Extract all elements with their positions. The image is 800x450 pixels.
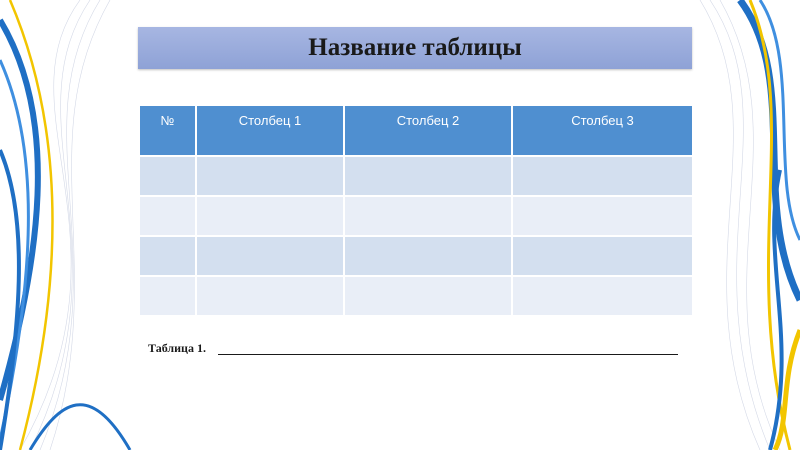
- data-table: [138, 104, 694, 317]
- table-row: [139, 196, 693, 236]
- table-row: [139, 276, 693, 316]
- table-cell: [344, 276, 512, 316]
- table-cell: [139, 156, 196, 196]
- table-cell: [139, 236, 196, 276]
- table-cell: [196, 276, 344, 316]
- right-wave-decoration: [680, 0, 800, 450]
- table-cell: [512, 276, 693, 316]
- column-header-1: Столбец 1: [196, 105, 344, 156]
- table-row: [139, 236, 693, 276]
- table-cell: [512, 156, 693, 196]
- table-caption: Таблица 1.: [148, 341, 206, 355]
- table-cell: [139, 276, 196, 316]
- table-cell: [344, 236, 512, 276]
- table-title: Название таблицы: [308, 34, 522, 61]
- table-cell: [512, 236, 693, 276]
- table-header-row: [139, 105, 693, 156]
- table-title-bar: [138, 27, 692, 69]
- column-header-number: №: [139, 105, 196, 156]
- column-header-3: Столбец 3: [512, 105, 693, 156]
- left-wave-decoration: [0, 0, 140, 450]
- column-header-2: Столбец 2: [344, 105, 512, 156]
- table-cell: [196, 236, 344, 276]
- table-row: [139, 156, 693, 196]
- table-cell: [139, 196, 196, 236]
- caption-underline: [218, 354, 678, 355]
- table-cell: [344, 156, 512, 196]
- table-cell: [512, 196, 693, 236]
- table-cell: [196, 196, 344, 236]
- table-cell: [344, 196, 512, 236]
- table-cell: [196, 156, 344, 196]
